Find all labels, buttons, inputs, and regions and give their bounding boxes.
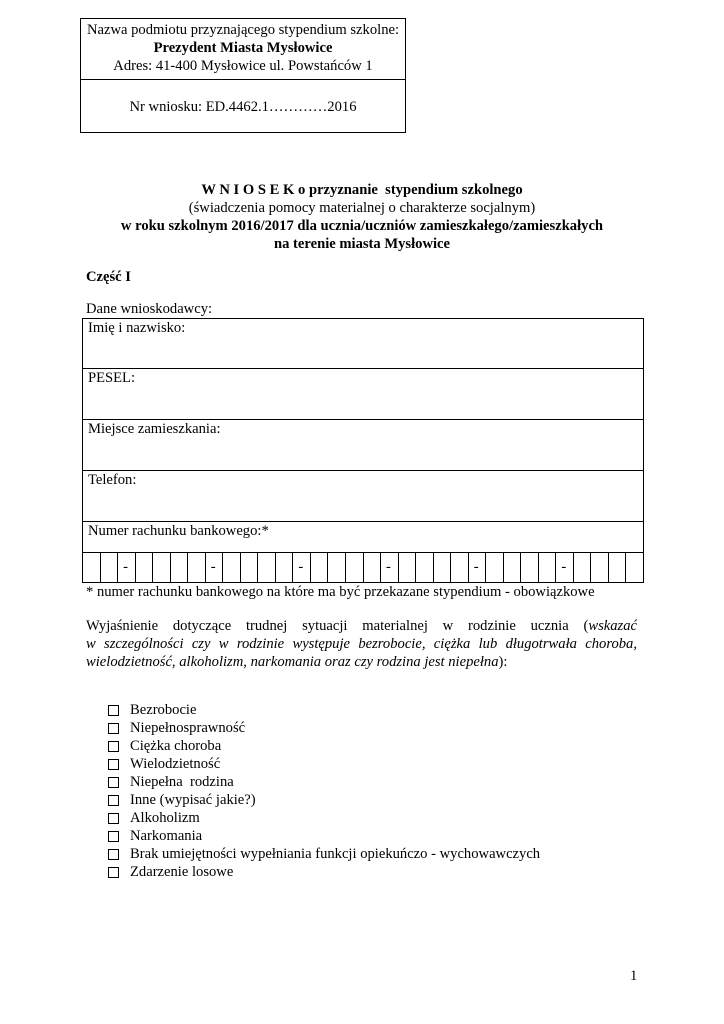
account-separator: - (468, 553, 486, 582)
account-digit-cell (450, 553, 468, 582)
checkbox-icon (108, 867, 119, 878)
account-separator: - (555, 553, 573, 582)
account-digit-cell (538, 553, 556, 582)
bank-account-digit-boxes (83, 553, 643, 582)
checklist-item-label: Niepełnosprawność (130, 720, 246, 736)
hardship-explanation-guidance: wskazać w szczególności czy w rodzinie występuje bezrobocie, ciężka lub długotrwała choroba, wielodzietność, alkoholizm, narkomania oraz czy rodzina jest niepełna (86, 618, 637, 670)
checkbox-icon (108, 813, 119, 824)
checklist-item-label: Brak umiejętności wypełniania funkcji opiekuńczo - wychowawczych (130, 846, 541, 862)
hardship-checklist (107, 701, 627, 881)
checklist-item-label: Wielodzietność (130, 756, 221, 772)
account-digit-cell (398, 553, 416, 582)
field-label-name: Imię i nazwisko: (88, 320, 186, 336)
hardship-explanation (86, 617, 637, 671)
field-row-name (83, 319, 643, 369)
checklist-item-label: Niepełna rodzina (130, 774, 234, 790)
account-digit-cell (170, 553, 188, 582)
issuer-address: Adres: 41-400 Mysłowice ul. Powstańców 1 (113, 58, 373, 74)
checklist-item (107, 773, 627, 791)
hardship-explanation-intro: Wyjaśnienie dotyczące trudnej sytuacji materialnej w rodzinie ucznia ( (86, 618, 589, 634)
checklist-item (107, 845, 627, 863)
checkbox-icon (108, 759, 119, 770)
account-digit-cell (257, 553, 275, 582)
field-label-pesel: PESEL: (88, 370, 136, 386)
account-digit-cell (327, 553, 345, 582)
checklist-item-label: Zdarzenie losowe (130, 864, 234, 880)
account-digit-cell (608, 553, 626, 582)
account-digit-cell (152, 553, 170, 582)
application-number-section (81, 80, 405, 116)
checklist-item (107, 809, 627, 827)
account-digit-cell (135, 553, 153, 582)
account-digit-cell (573, 553, 591, 582)
title-line-3: w roku szkolnym 2016/2017 dla ucznia/uczniów zamieszkałego/zamieszkałych (120, 218, 604, 234)
account-separator: - (380, 553, 398, 582)
checklist-item (107, 863, 627, 881)
checklist-item-label: Ciężka choroba (130, 738, 222, 754)
part-heading: Część I (86, 269, 131, 285)
field-label-bank-account: Numer rachunku bankowego:* (88, 523, 269, 539)
issuer-name: Prezydent Miasta Mysłowice (153, 40, 333, 56)
account-digit-cell (625, 553, 643, 582)
account-digit-cell (83, 553, 100, 582)
document-title (0, 181, 724, 253)
applicant-data-label: Dane wnioskodawcy: (86, 301, 213, 317)
checklist-item (107, 701, 627, 719)
issuer-section (81, 19, 405, 80)
bank-account-footnote: * numer rachunku bankowego na które ma być przekazane stypendium - obowiązkowe (86, 584, 595, 600)
issuer-label: Nazwa podmiotu przyznającego stypendium szkolne: (86, 22, 400, 38)
field-row-pesel (83, 369, 643, 420)
checkbox-icon (108, 831, 119, 842)
account-digit-cell (433, 553, 451, 582)
checkbox-icon (108, 723, 119, 734)
checkbox-icon (108, 777, 119, 788)
checkbox-icon (108, 705, 119, 716)
checklist-item-label: Narkomania (130, 828, 203, 844)
title-line-1: W N I O S E K o przyznanie stypendium szkolnego (201, 182, 523, 198)
account-digit-cell (240, 553, 258, 582)
checklist-item (107, 737, 627, 755)
checklist-item-label: Alkoholizm (130, 810, 200, 826)
checklist-item (107, 755, 627, 773)
checkbox-icon (108, 795, 119, 806)
account-digit-cell (275, 553, 293, 582)
checklist-item (107, 719, 627, 737)
account-digit-cell (363, 553, 381, 582)
account-digit-cell (187, 553, 205, 582)
title-line-4: na terenie miasta Mysłowice (273, 236, 451, 252)
checkbox-icon (108, 849, 119, 860)
field-row-phone (83, 471, 643, 522)
account-separator: - (205, 553, 223, 582)
field-row-address (83, 420, 643, 471)
applicant-data-table (82, 318, 644, 583)
checklist-item (107, 791, 627, 809)
account-digit-cell (222, 553, 240, 582)
account-digit-cell (503, 553, 521, 582)
field-row-bank-account (83, 522, 643, 553)
checklist-item (107, 827, 627, 845)
title-line-2: (świadczenia pomocy materialnej o charakterze socjalnym) (188, 200, 536, 216)
account-digit-cell (485, 553, 503, 582)
account-digit-cell (310, 553, 328, 582)
page-number: 1 (630, 968, 638, 984)
account-separator: - (292, 553, 310, 582)
account-digit-cell (415, 553, 433, 582)
account-digit-cell (520, 553, 538, 582)
checkbox-icon (108, 741, 119, 752)
account-digit-cell (590, 553, 608, 582)
hardship-explanation-close: ): (498, 654, 508, 670)
field-label-address: Miejsce zamieszkania: (88, 421, 221, 437)
account-digit-cell (345, 553, 363, 582)
account-separator: - (117, 553, 135, 582)
checklist-item-label: Inne (wypisać jakie?) (130, 792, 256, 808)
account-digit-cell (100, 553, 118, 582)
field-label-phone: Telefon: (88, 472, 137, 488)
checklist-item-label: Bezrobocie (130, 702, 197, 718)
issuer-box (80, 18, 406, 133)
application-number: Nr wniosku: ED.4462.1…………2016 (129, 99, 357, 115)
